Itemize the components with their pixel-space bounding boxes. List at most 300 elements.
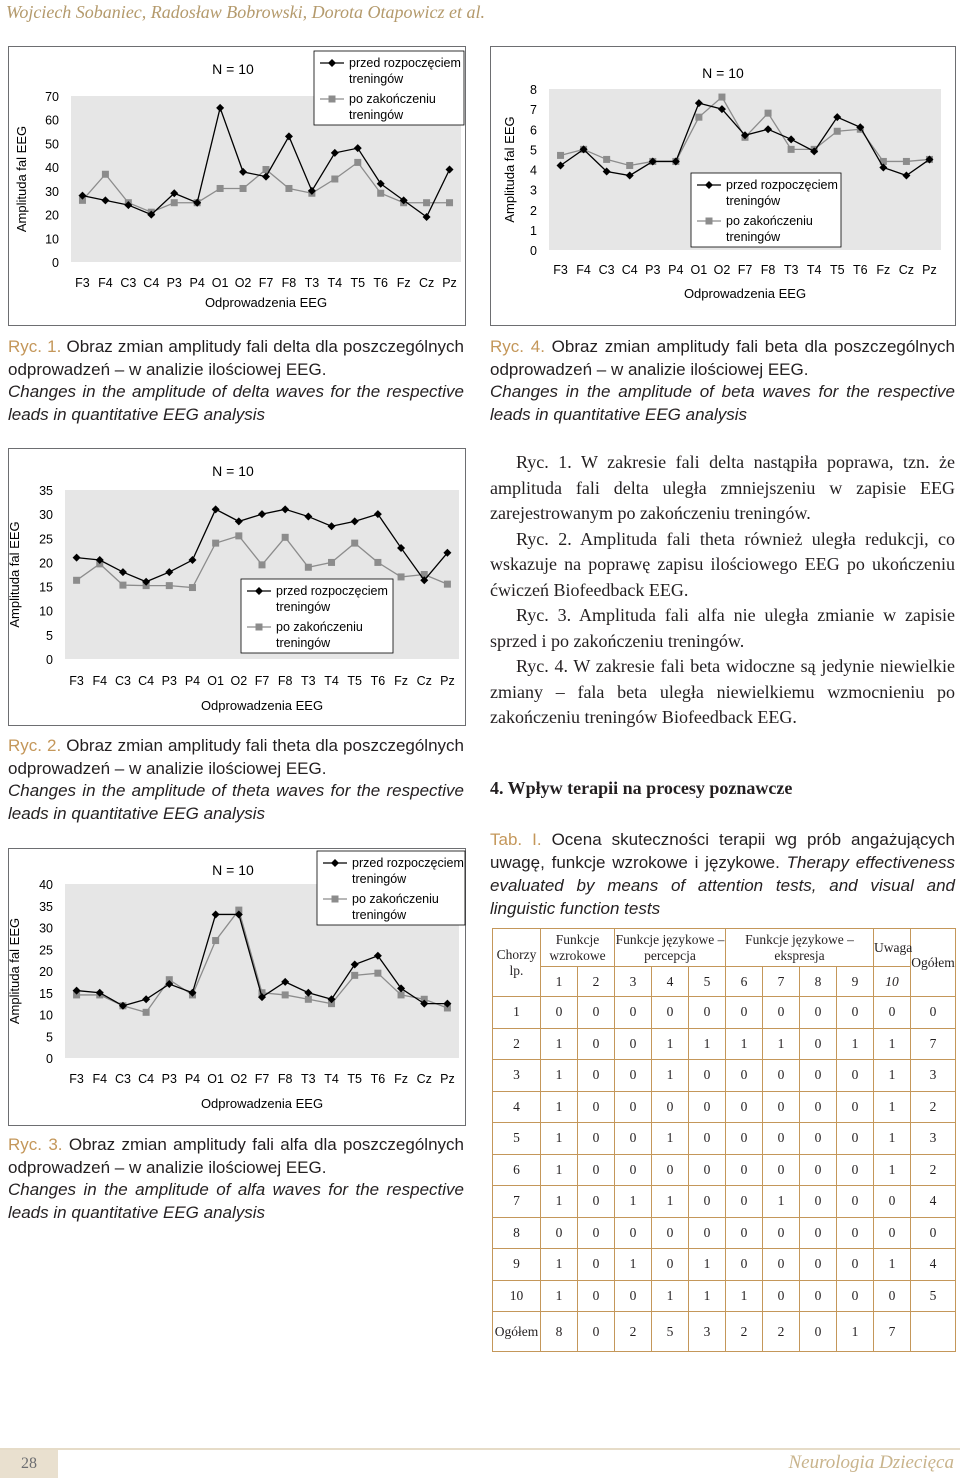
table-cell: 0 <box>837 1249 874 1281</box>
table-cell: 0 <box>652 1217 689 1249</box>
y-tick-label: 0 <box>530 244 537 258</box>
chart-title: N = 10 <box>702 65 744 81</box>
y-tick-label: 0 <box>46 1052 53 1066</box>
table-cell: 1 <box>763 1028 800 1060</box>
table-cell: 1 <box>689 1249 726 1281</box>
data-point <box>305 996 312 1003</box>
y-axis-label: Amplituda fal EEG <box>502 116 517 223</box>
body-text <box>490 450 955 731</box>
data-point <box>282 534 289 541</box>
x-tick-label: Cz <box>898 263 915 277</box>
chart-alfa-svg <box>9 849 465 1125</box>
data-point <box>718 94 725 101</box>
body-paragraph-2: Ryc. 2. Amplituda fali theta również uległa redukcji, co wskazuje na poprawę zapisu ilościowego EEG po ukończeniu ćwiczeń Biofeedback EEG. <box>490 528 955 600</box>
x-tick-label: P4 <box>184 674 201 688</box>
table-cell: 0 <box>578 1217 615 1249</box>
table-total-cell: 5 <box>652 1312 689 1352</box>
y-tick-label: 60 <box>45 113 59 128</box>
x-tick-label: F7 <box>254 674 270 688</box>
x-tick-label: P3 <box>161 1072 177 1086</box>
x-tick-label: Fz <box>394 674 409 688</box>
table-cell: 0 <box>837 1154 874 1186</box>
x-tick-label: O2 <box>713 263 731 277</box>
chart-delta <box>8 46 466 326</box>
table-head-attention: Uwaga <box>874 929 911 967</box>
chart-plot-group <box>502 65 941 301</box>
table-cell: 0 <box>800 1123 837 1155</box>
y-tick-label: 0 <box>52 256 59 270</box>
x-axis-label: Odprowadzenia EEG <box>683 286 807 301</box>
table-row <box>493 1249 956 1281</box>
table-cell: 5 <box>493 1123 541 1155</box>
table-cell: 0 <box>726 1217 763 1249</box>
body-paragraph-3: Ryc. 3. Amplituda fali alfa nie uległa zmianie w zapisie sprzed i po zakończeniu treningów. <box>490 605 955 651</box>
table-cell: 1 <box>493 997 541 1029</box>
data-point <box>212 540 219 547</box>
data-point <box>423 199 430 206</box>
table-cell: 10 <box>493 1280 541 1312</box>
y-tick-label: 0 <box>46 653 53 667</box>
table-cell: 0 <box>726 1186 763 1218</box>
y-tick-label: 6 <box>530 123 537 138</box>
legend-label: treningów <box>726 194 781 208</box>
caption-ryc1-pl: Obraz zmian amplitudy fali delta dla poszczególnych odprowadzeń – w analizie ilościowej EEG. <box>8 337 464 379</box>
x-tick-label: O1 <box>211 276 229 290</box>
data-point <box>788 146 795 153</box>
x-tick-label: T3 <box>301 1072 316 1086</box>
table-cell: 0 <box>800 1091 837 1123</box>
table-head-num: 9 <box>837 967 874 997</box>
data-point <box>695 114 702 121</box>
x-tick-label: T3 <box>301 674 316 688</box>
x-tick-label: F4 <box>98 276 113 290</box>
x-tick-label: F7 <box>737 263 753 277</box>
table-cell: 0 <box>541 997 578 1029</box>
chart-plot-group <box>7 851 465 1111</box>
chart-alfa <box>8 848 466 1126</box>
legend-label: treningów <box>726 230 781 244</box>
table-cell: 0 <box>726 1091 763 1123</box>
table-cell: 0 <box>837 997 874 1029</box>
caption-ryc3 <box>8 1134 464 1224</box>
y-tick-label: 3 <box>530 183 537 198</box>
x-tick-label: T4 <box>324 674 339 688</box>
table-cell: 0 <box>652 1154 689 1186</box>
table-cell: 0 <box>800 1280 837 1312</box>
x-tick-label: F4 <box>576 263 591 277</box>
legend-label: treningów <box>276 636 331 650</box>
table-head-perception: Funkcje językowe – percepcja <box>615 929 726 967</box>
table-row <box>493 1028 956 1060</box>
table-cell: 0 <box>763 1091 800 1123</box>
table-cell: 1 <box>541 1123 578 1155</box>
table-cell: 0 <box>578 1060 615 1092</box>
table-cell: 0 <box>800 1217 837 1249</box>
x-tick-label: T5 <box>350 276 366 290</box>
data-point <box>903 158 910 165</box>
data-point <box>603 156 610 163</box>
table-cell: 1 <box>652 1060 689 1092</box>
x-tick-label: T3 <box>304 276 320 290</box>
y-axis-label: Amplituda fal EEG <box>7 521 22 628</box>
table-cell: 3 <box>911 1060 956 1092</box>
table-total-cell: 8 <box>541 1312 578 1352</box>
table-cell: 0 <box>837 1217 874 1249</box>
table-cell: 0 <box>615 1217 652 1249</box>
x-tick-label: T4 <box>327 276 343 290</box>
data-point <box>351 540 358 547</box>
table-cell: 1 <box>837 1028 874 1060</box>
table-cell: 3 <box>911 1123 956 1155</box>
legend-label: przed rozpoczęciem <box>352 856 464 870</box>
data-point <box>377 190 384 197</box>
table-cell: 0 <box>578 1028 615 1060</box>
x-tick-label: C3 <box>598 263 615 277</box>
legend-label: przed rozpoczęciem <box>726 178 838 192</box>
x-tick-label: F8 <box>760 263 776 277</box>
table-cell: 5 <box>911 1280 956 1312</box>
data-point <box>189 584 196 591</box>
legend-label: treningów <box>276 600 331 614</box>
legend-label: po zakończeniu <box>276 620 363 634</box>
table-cell: 0 <box>689 1123 726 1155</box>
table-cell: 4 <box>493 1091 541 1123</box>
x-tick-label: T5 <box>829 263 845 277</box>
chart-beta <box>490 46 956 326</box>
table-cell: 0 <box>837 1186 874 1218</box>
footer-divider <box>0 1448 960 1450</box>
legend-marker <box>706 218 713 225</box>
y-tick-label: 30 <box>39 921 53 936</box>
data-point <box>259 561 266 568</box>
caption-ryc4-pl: Obraz zmian amplitudy fali beta dla poszczególnych odprowadzeń – w analizie ilościowej EEG. <box>490 337 955 379</box>
table-cell: 0 <box>726 1123 763 1155</box>
x-tick-label: C3 <box>114 674 131 688</box>
y-tick-label: 25 <box>39 532 53 547</box>
y-tick-label: 10 <box>39 604 53 619</box>
table-cell: 0 <box>652 1091 689 1123</box>
table-cell: 2 <box>493 1028 541 1060</box>
data-point <box>73 577 80 584</box>
x-tick-label: F4 <box>92 1072 108 1086</box>
table-head-num: 6 <box>726 967 763 997</box>
x-tick-label: F3 <box>553 263 568 277</box>
x-tick-label: Pz <box>440 1072 455 1086</box>
caption-ryc2-en: Changes in the amplitude of theta waves for the respective leads in quantitative EEG analysis <box>8 781 464 823</box>
table-cell: 0 <box>578 1091 615 1123</box>
table-cell: 0 <box>800 1028 837 1060</box>
table-cell: 0 <box>837 1060 874 1092</box>
x-tick-label: F4 <box>92 674 108 688</box>
x-tick-label: C4 <box>138 674 155 688</box>
table-total-cell: 7 <box>874 1312 911 1352</box>
y-tick-label: 2 <box>530 203 537 218</box>
caption-ryc4 <box>490 336 955 426</box>
table-cell: 6 <box>493 1154 541 1186</box>
table-cell: 1 <box>541 1280 578 1312</box>
legend-label: treningów <box>349 72 404 86</box>
x-tick-label: F8 <box>281 276 297 290</box>
chart-plot-group <box>7 463 459 713</box>
table-cell: 7 <box>493 1186 541 1218</box>
table-cell: 0 <box>615 1091 652 1123</box>
caption-ryc1-en: Changes in the amplitude of delta waves for the respective leads in quantitative EEG analysis <box>8 382 464 424</box>
table-caption-pl: Ocena skuteczności terapii wg prób angażujących uwagę, funkcje wzrokowe i językowe. <box>490 830 955 872</box>
x-tick-label: Pz <box>440 674 455 688</box>
x-tick-label: Pz <box>922 263 937 277</box>
x-tick-label: P3 <box>166 276 182 290</box>
chart-delta-svg <box>9 47 465 325</box>
table-head-expression: Funkcje językowe – ekspresja <box>726 929 874 967</box>
y-tick-label: 5 <box>46 1030 53 1045</box>
table-cell: 1 <box>689 1028 726 1060</box>
table-total-empty <box>911 1312 956 1352</box>
legend-marker <box>256 624 263 631</box>
data-point <box>235 532 242 539</box>
data-point <box>446 199 453 206</box>
table-total-cell: 2 <box>763 1312 800 1352</box>
table-cell: 0 <box>763 997 800 1029</box>
table-cell: 1 <box>541 1060 578 1092</box>
data-point <box>374 559 381 566</box>
table-cell: 0 <box>726 997 763 1029</box>
data-point <box>351 972 358 979</box>
table-cell: 0 <box>763 1217 800 1249</box>
table-cell: 0 <box>578 1123 615 1155</box>
x-axis-label: Odprowadzenia EEG <box>200 698 324 713</box>
caption-ryc4-en: Changes in the amplitude of beta waves for the respective leads in quantitative EEG analysis <box>490 382 955 424</box>
x-tick-label: T6 <box>852 263 868 277</box>
table-cell: 4 <box>911 1249 956 1281</box>
table-cell: 1 <box>615 1249 652 1281</box>
data-point <box>765 110 772 117</box>
chart-theta <box>8 448 466 726</box>
y-tick-label: 30 <box>39 508 53 523</box>
x-tick-label: T6 <box>370 674 386 688</box>
x-tick-label: P3 <box>161 674 177 688</box>
y-tick-label: 25 <box>39 943 53 958</box>
caption-ryc1-num: Ryc. 1. <box>8 337 62 356</box>
x-tick-label: T4 <box>324 1072 339 1086</box>
table-cell: 0 <box>763 1123 800 1155</box>
table-cell: 0 <box>578 1186 615 1218</box>
data-point <box>143 1009 150 1016</box>
x-tick-label: F7 <box>254 1072 270 1086</box>
table-head-visual: Funkcje wzrokowe <box>541 929 615 967</box>
x-tick-label: Fz <box>876 263 891 277</box>
data-point <box>212 937 219 944</box>
table-cell: 0 <box>726 1060 763 1092</box>
data-point <box>374 970 381 977</box>
table-total-cell: 2 <box>615 1312 652 1352</box>
x-tick-label: F3 <box>69 674 84 688</box>
x-tick-label: P3 <box>645 263 661 277</box>
table-cell: 1 <box>541 1249 578 1281</box>
table-cell: 1 <box>652 1280 689 1312</box>
section-title: 4. Wpływ terapii na procesy poznawcze <box>490 778 793 798</box>
table-cell: 1 <box>689 1280 726 1312</box>
table-cell: 0 <box>837 1123 874 1155</box>
table-cell: 0 <box>652 997 689 1029</box>
table-cell: 0 <box>615 1028 652 1060</box>
table-cell: 0 <box>874 997 911 1029</box>
table-cell: 0 <box>874 1186 911 1218</box>
x-tick-label: Pz <box>442 276 457 290</box>
table-cell: 0 <box>578 1249 615 1281</box>
table-cell: 0 <box>763 1280 800 1312</box>
data-point <box>282 991 289 998</box>
running-header: Wojciech Sobaniec, Radosław Bobrowski, Dorota Otapowicz et al. <box>6 2 485 22</box>
y-tick-label: 8 <box>530 83 537 97</box>
table-cell: 1 <box>726 1280 763 1312</box>
y-tick-label: 4 <box>530 163 537 178</box>
table-total-cell: 3 <box>689 1312 726 1352</box>
table-cell: 0 <box>689 997 726 1029</box>
table-row <box>493 1091 956 1123</box>
table-head-num: 8 <box>800 967 837 997</box>
table-cell: 0 <box>874 1217 911 1249</box>
y-tick-label: 20 <box>39 965 53 979</box>
table-cell: 0 <box>689 1154 726 1186</box>
table-cell: 1 <box>652 1028 689 1060</box>
x-tick-label: C4 <box>143 276 160 290</box>
y-tick-label: 70 <box>45 90 59 104</box>
table-row <box>493 1217 956 1249</box>
table-cell: 0 <box>615 1154 652 1186</box>
table-cell: 0 <box>837 1280 874 1312</box>
legend-label: po zakończeniu <box>349 92 436 106</box>
caption-ryc2 <box>8 735 464 825</box>
x-tick-label: O1 <box>207 1072 224 1086</box>
table-total-label: Ogółem <box>493 1312 541 1352</box>
table-row <box>493 1280 956 1312</box>
table-cell: 1 <box>874 1154 911 1186</box>
table-cell: 0 <box>689 1217 726 1249</box>
x-tick-label: F8 <box>277 674 293 688</box>
x-tick-label: P4 <box>189 276 205 290</box>
x-tick-label: Cz <box>416 674 432 688</box>
x-tick-label: O1 <box>690 263 708 277</box>
x-tick-label: C3 <box>114 1072 131 1086</box>
table-row <box>493 1060 956 1092</box>
y-tick-label: 30 <box>45 184 59 199</box>
y-tick-label: 10 <box>39 1008 53 1023</box>
table-cell: 3 <box>493 1060 541 1092</box>
y-tick-label: 40 <box>39 878 53 892</box>
table-cell: 0 <box>837 1091 874 1123</box>
table-cell: 1 <box>541 1028 578 1060</box>
table-cell: 0 <box>800 997 837 1029</box>
data-point <box>217 185 224 192</box>
x-tick-label: T4 <box>806 263 822 277</box>
chart-title: N = 10 <box>212 862 254 878</box>
data-point <box>834 128 841 135</box>
table-row <box>493 997 956 1029</box>
table-total-cell: 1 <box>837 1312 874 1352</box>
caption-ryc4-num: Ryc. 4. <box>490 337 545 356</box>
table-cell: 1 <box>874 1060 911 1092</box>
table-cell: 0 <box>652 1249 689 1281</box>
table-caption-en: Therapy effectiveness evaluated by means of attention tests, and visual and linguistic function tests <box>490 853 955 918</box>
x-tick-label: F3 <box>75 276 90 290</box>
caption-ryc2-num: Ryc. 2. <box>8 736 62 755</box>
legend-label: po zakończeniu <box>352 892 439 906</box>
x-tick-label: P4 <box>184 1072 201 1086</box>
y-tick-label: 5 <box>530 143 537 158</box>
x-tick-label: F8 <box>277 1072 293 1086</box>
x-tick-label: O2 <box>234 276 252 290</box>
table-cell: 2 <box>911 1154 956 1186</box>
table-cell: 1 <box>615 1186 652 1218</box>
y-tick-label: 35 <box>39 899 53 914</box>
x-tick-label: P4 <box>668 263 684 277</box>
y-axis-label: Amplituda fal EEG <box>14 125 29 233</box>
y-tick-label: 35 <box>39 484 53 498</box>
table-total-cell: 0 <box>578 1312 615 1352</box>
table-head-num: 2 <box>578 967 615 997</box>
y-tick-label: 40 <box>45 161 59 176</box>
table-cell: 0 <box>689 1091 726 1123</box>
y-tick-label: 1 <box>530 223 537 238</box>
caption-ryc3-pl: Obraz zmian amplitudy fali alfa dla poszczególnych odprowadzeń – w analizie ilościowej EEG. <box>8 1135 464 1177</box>
table-cell: 1 <box>763 1186 800 1218</box>
table-cell: 1 <box>652 1123 689 1155</box>
y-tick-label: 5 <box>46 628 53 643</box>
table-cell: 0 <box>726 1249 763 1281</box>
x-tick-label: Cz <box>416 1072 432 1086</box>
legend-label: treningów <box>352 872 407 886</box>
data-point <box>444 581 451 588</box>
x-axis-label: Odprowadzenia EEG <box>200 1096 324 1111</box>
table-cell: 0 <box>911 1217 956 1249</box>
data-point <box>331 176 338 183</box>
table-cell: 0 <box>800 1154 837 1186</box>
table-caption <box>490 828 955 920</box>
table-cell: 0 <box>689 1060 726 1092</box>
body-paragraph-1: Ryc. 1. W zakresie fali delta nastąpiła poprawa, tzn. że amplituda fali delta uległa zmniejszeniu w zapisie EEG zarejestrowanym po zakończeniu treningów. <box>490 452 955 523</box>
legend-label: treningów <box>352 908 407 922</box>
x-tick-label: Fz <box>394 1072 409 1086</box>
results-table <box>492 928 956 1352</box>
data-point <box>328 559 335 566</box>
x-tick-label: C4 <box>621 263 638 277</box>
table-head-total: Ogółem <box>911 929 956 997</box>
caption-ryc3-en: Changes in the amplitude of alfa waves for the respective leads in quantitative EEG analysis <box>8 1180 464 1222</box>
table-cell: 0 <box>800 1249 837 1281</box>
table-cell: 0 <box>541 1217 578 1249</box>
table-cell: 0 <box>615 1123 652 1155</box>
table-cell: 1 <box>874 1028 911 1060</box>
x-tick-label: C3 <box>120 276 137 290</box>
table-total-cell: 0 <box>800 1312 837 1352</box>
data-point <box>305 564 312 571</box>
table-row <box>493 1154 956 1186</box>
table-row <box>493 1186 956 1218</box>
table-cell: 0 <box>726 1154 763 1186</box>
legend-marker <box>332 896 339 903</box>
table-cell: 4 <box>911 1186 956 1218</box>
page-number: 28 <box>0 1450 58 1478</box>
table-cell: 0 <box>800 1060 837 1092</box>
table-head-num: 4 <box>652 967 689 997</box>
x-tick-label: O1 <box>207 674 224 688</box>
x-tick-label: C4 <box>138 1072 155 1086</box>
legend-label: treningów <box>349 108 404 122</box>
x-tick-label: O2 <box>230 674 248 688</box>
x-tick-label: F7 <box>258 276 274 290</box>
table-cell: 0 <box>689 1186 726 1218</box>
y-tick-label: 15 <box>39 986 53 1001</box>
